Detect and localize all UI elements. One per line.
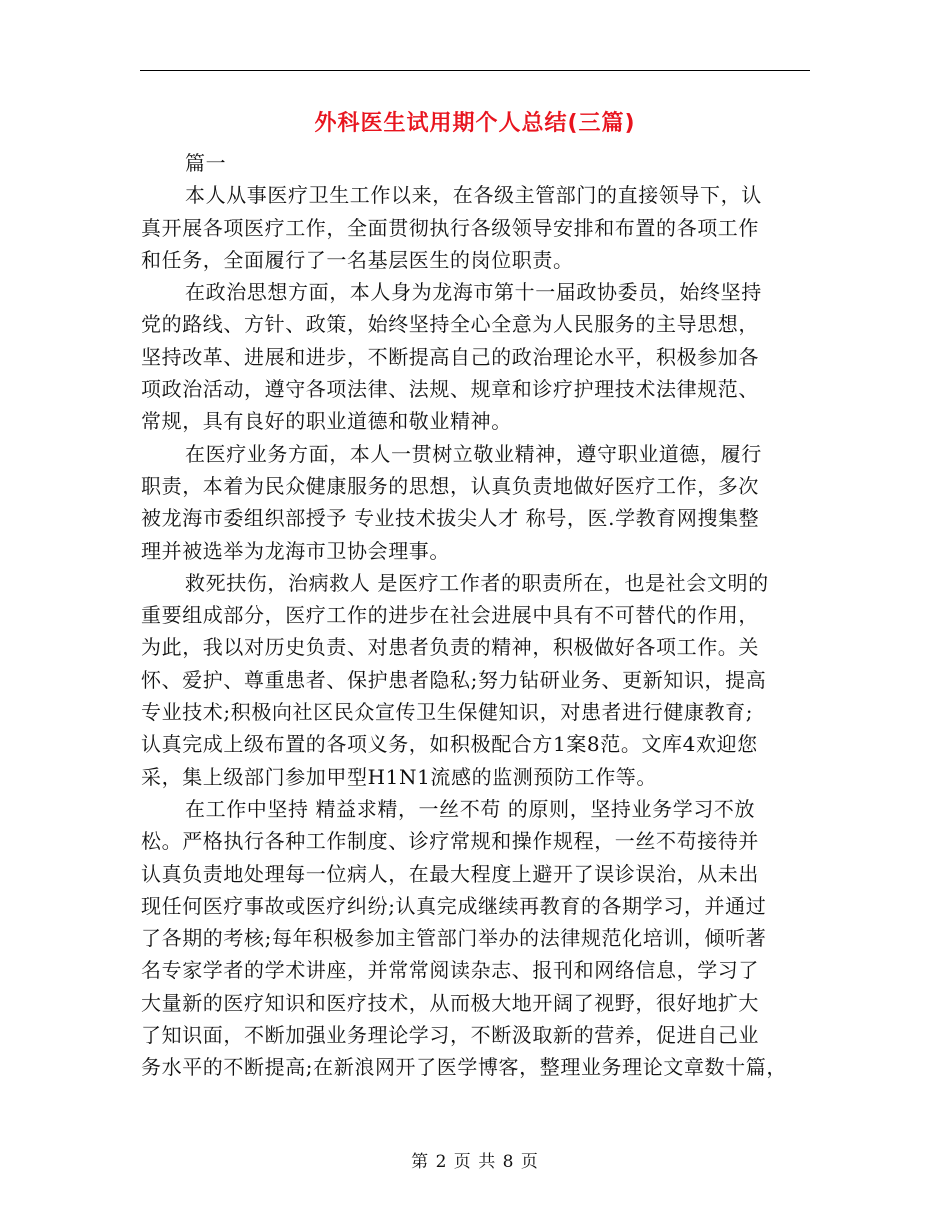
body-line: 被龙海市委组织部授予 专业技术拔尖人才 称号，医.学教育网搜集整 xyxy=(141,506,760,531)
body-line: 真开展各项医疗工作，全面贯彻执行各级领导安排和布置的各项工作 xyxy=(141,215,759,240)
body-line: 现任何医疗事故或医疗纠纷;认真完成继续再教育的各期学习，并通过 xyxy=(141,893,767,918)
body-line: 采，集上级部门参加甲型H1N1流感的监测预防工作等。 xyxy=(141,764,657,789)
body-line: 在工作中坚持 精益求精，一丝不苟 的原则，坚持业务学习不放 xyxy=(185,796,756,821)
body-line: 怀、爱护、尊重患者、保护患者隐私;努力钻研业务、更新知识，提高 xyxy=(141,667,767,692)
body-line: 职责，本着为民众健康服务的思想，认真负责地做好医疗工作，多次 xyxy=(141,473,759,498)
body-line: 坚持改革、进展和进步，不断提高自己的政治理论水平，积极参加各 xyxy=(141,344,759,369)
body-line: 救死扶伤，治病救人 是医疗工作者的职责所在，也是社会文明的 xyxy=(185,570,769,595)
body-line: 党的路线、方针、政策，始终坚持全心全意为人民服务的主导思想， xyxy=(141,312,759,337)
page-number-footer: 第 2 页 共 8 页 xyxy=(411,1152,539,1172)
body-line: 在政治思想方面，本人身为龙海市第十一届政协委员，始终坚持 xyxy=(185,280,762,305)
section-heading: 篇一 xyxy=(185,151,227,175)
body-line: 理并被选举为龙海市卫协会理事。 xyxy=(141,538,450,563)
body-line: 大量新的医疗知识和医疗技术，从而极大地开阔了视野，很好地扩大 xyxy=(141,990,759,1015)
body-line: 专业技术;积极向社区民众宣传卫生保健知识，对患者进行健康教育; xyxy=(141,700,754,725)
body-line: 松。严格执行各种工作制度、诊疗常规和操作规程，一丝不苟接待并 xyxy=(141,829,759,854)
body-line: 和任务，全面履行了一名基层医生的岗位职责。 xyxy=(141,247,574,272)
body-line: 在医疗业务方面，本人一贯树立敬业精神，遵守职业道德，履行 xyxy=(185,441,762,466)
body-line: 了知识面，不断加强业务理论学习，不断汲取新的营养，促进自己业 xyxy=(141,1023,759,1048)
body-line: 项政治活动，遵守各项法律、法规、规章和诊疗护理技术法律规范、 xyxy=(141,377,759,402)
body-line: 为此，我以对历史负责、对患者负责的精神，积极做好各项工作。关 xyxy=(141,635,759,660)
header-rule xyxy=(140,70,810,71)
body-line: 本人从事医疗卫生工作以来，在各级主管部门的直接领导下，认 xyxy=(185,183,762,208)
body-line: 认真负责地处理每一位病人，在最大程度上避开了误诊误治，从未出 xyxy=(141,861,759,886)
body-line: 常规，具有良好的职业道德和敬业精神。 xyxy=(141,409,512,434)
body-line: 重要组成部分，医疗工作的进步在社会进展中具有不可替代的作用， xyxy=(141,603,759,628)
body-line: 了各期的考核;每年积极参加主管部门举办的法律规范化培训，倾听著 xyxy=(141,926,767,951)
body-line: 认真完成上级布置的各项义务，如积极配合方1案8范。文库4欢迎您 xyxy=(141,732,758,757)
body-line: 务水平的不断提高;在新浪网开了医学博客，整理业务理论文章数十篇， xyxy=(141,1055,787,1080)
document-title: 外科医生试用期个人总结(三篇) xyxy=(314,111,636,136)
document-body xyxy=(141,147,811,1084)
body-line: 名专家学者的学术讲座，并常常阅读杂志、报刊和网络信息，学习了 xyxy=(141,958,759,983)
